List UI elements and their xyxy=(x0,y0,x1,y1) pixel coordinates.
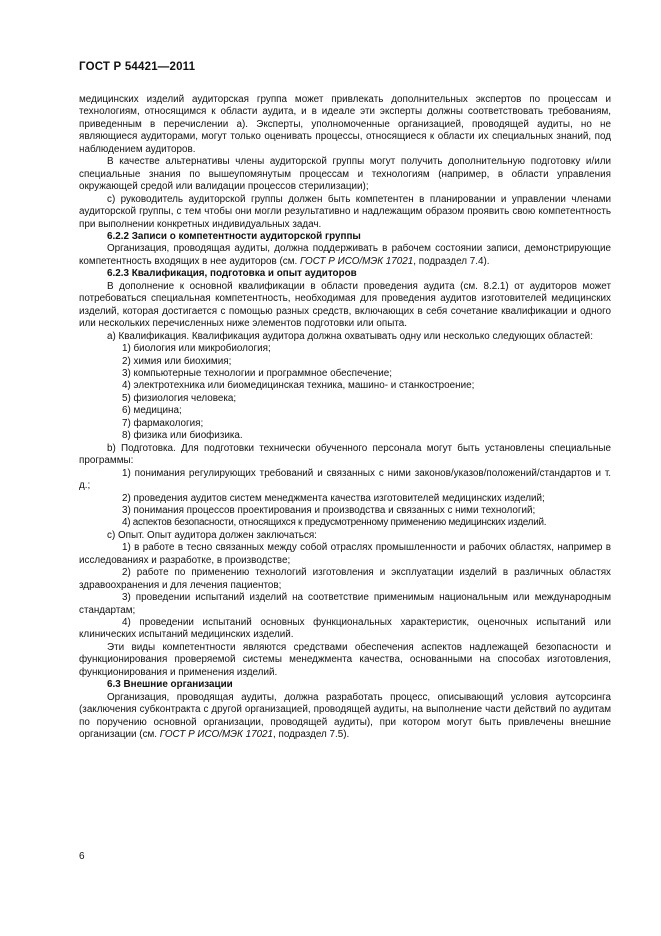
section-heading-6-3: 6.3 Внешние организации xyxy=(107,679,233,691)
paragraph-item-a: a) Квалификация. Квалификация аудитора должна охватывать одну или несколько следующих областей: xyxy=(107,330,593,342)
paragraph-item-b: b) Подготовка. Для подготовки технически обученного персонала могут быть установлены специальные программы: xyxy=(79,442,611,467)
document-header: ГОСТ Р 54421—2011 xyxy=(79,61,196,73)
text-fragment: Организация, проводящая аудиты, должна поддерживать в рабочем состоянии записи, демонстрирующие компетентность входящих в нее аудиторов (см. xyxy=(79,243,611,267)
list-item: 4) электротехника или биомедицинская техника, машино- и станкостроение; xyxy=(122,380,475,392)
list-item: 1) понимания регулирующих требований и связанных с ними законов/указов/положений/стандартов и т. д.; xyxy=(79,467,611,492)
paragraph-item-c: c) Опыт. Опыт аудитора должен заключаться: xyxy=(107,529,317,541)
list-item: 2) проведения аудитов систем менеджмента качества изготовителей медицинских изделий; xyxy=(122,492,545,504)
list-item: 4) аспектов безопасности, относящихся к предусмотренному применению медицинских изделий. xyxy=(122,517,547,529)
section-heading-6-2-3: 6.2.3 Квалификация, подготовка и опыт аудиторов xyxy=(107,268,357,280)
list-item: 5) физиология человека; xyxy=(122,392,237,404)
list-item: 4) проведении испытаний основных функциональных характеристик, оценочных испытаний или клинических испытаний медицинских изделий. xyxy=(79,617,611,641)
section-heading-6-2-2: 6.2.2 Записи о компетентности аудиторской группы xyxy=(107,230,361,242)
standard-reference: ГОСТ Р ИСО/МЭК 17021 xyxy=(300,255,414,267)
paragraph-records xyxy=(79,243,611,268)
text-fragment: Организация, проводящая аудиты, должна разработать процесс, описывающий условия аутсорсинга (заключения субконтракта с другой организацией, проводящей аудиты, на выполнение части действий по аудитам по поручению основной организации, проводящей аудиты), при котором могут быть привлечены внешние организации (см. xyxy=(79,691,611,741)
paragraph-alternative: В качестве альтернативы члены аудиторской группы могут получить дополнительную подготовку и/или специальные знания по вышеупомянутым процессам и технологиям (например, в области управления окружающей средой или валидации процессов стерилизации); xyxy=(79,156,611,193)
list-item: 2) химия или биохимия; xyxy=(122,355,232,367)
list-item: 3) проведении испытаний изделий на соответствие применимым национальным или международным стандартам; xyxy=(79,592,611,616)
list-experience xyxy=(79,542,611,642)
paragraph-continuation: медицинских изделий аудиторская группа может привлекать дополнительных экспертов по процессам и технологиям, относящимся к области аудита, и в идеале эти эксперты должны соответствовать требованиям, приведенным в перечислении а). Эксперты, уполномоченные организацией, проводящей аудиты, но не являющиеся аудиторами, могут только оценивать процессы, относящиеся к области их специальных знаний, под наблюдением аудиторов. xyxy=(79,94,611,155)
page-content xyxy=(79,94,611,742)
paragraph-competence-summary: Эти виды компетентности являются средствами обеспечения аспектов надлежащей безопасности и функционирования проверяемой системы менеджмента качества, основанными на способах изготовления, функционирования и применения изделий. xyxy=(79,641,611,678)
text-fragment: , подраздел 7.5). xyxy=(273,729,350,741)
paragraph-outsourcing xyxy=(79,692,611,742)
text-fragment: , подраздел 7.4). xyxy=(413,255,490,267)
list-item: 8) физика или биофизика. xyxy=(122,430,243,442)
list-item: 3) компьютерные технологии и программное обеспечение; xyxy=(122,367,392,379)
page-number: 6 xyxy=(79,851,85,862)
list-item: 3) понимания процессов проектирования и производства и связанных с ними технологий; xyxy=(122,504,536,516)
list-qualification xyxy=(79,343,611,443)
paragraph-qualification-intro: В дополнение к основной квалификации в области проведения аудита (см. 8.2.1) от аудиторов может потребоваться специальная компетентность, необходимая для проведения аудитов изготовителей медицинских изделий, которая достигается с помощью разных средств, включающих в себя сочетание квалификации и одного или нескольких перечисленных ниже элементов подготовки или опыта. xyxy=(79,280,611,330)
list-item: 2) работе по применению технологий изготовления и эксплуатации изделий в различных областях здравоохранения и для лечения пациентов; xyxy=(79,567,611,591)
list-item: 1) биология или микробиология; xyxy=(122,343,271,355)
standard-reference: ГОСТ Р ИСО/МЭК 17021 xyxy=(159,729,274,741)
paragraph-item-c-leader: c) руководитель аудиторской группы должен быть компетентен в планировании и управлении членами аудиторской группы, с тем чтобы они могли результативно и надлежащим образом проявить свою компетентность при выполнении конкретных индивидуальных задач. xyxy=(79,193,611,230)
list-item: 7) фармакология; xyxy=(122,417,204,429)
list-item: 6) медицина; xyxy=(122,405,182,417)
list-training xyxy=(79,468,611,530)
list-item: 1) в работе в тесно связанных между собой отраслях промышленности и рабочих областях, например в исследованиях и разработке, в производстве; xyxy=(79,542,611,566)
